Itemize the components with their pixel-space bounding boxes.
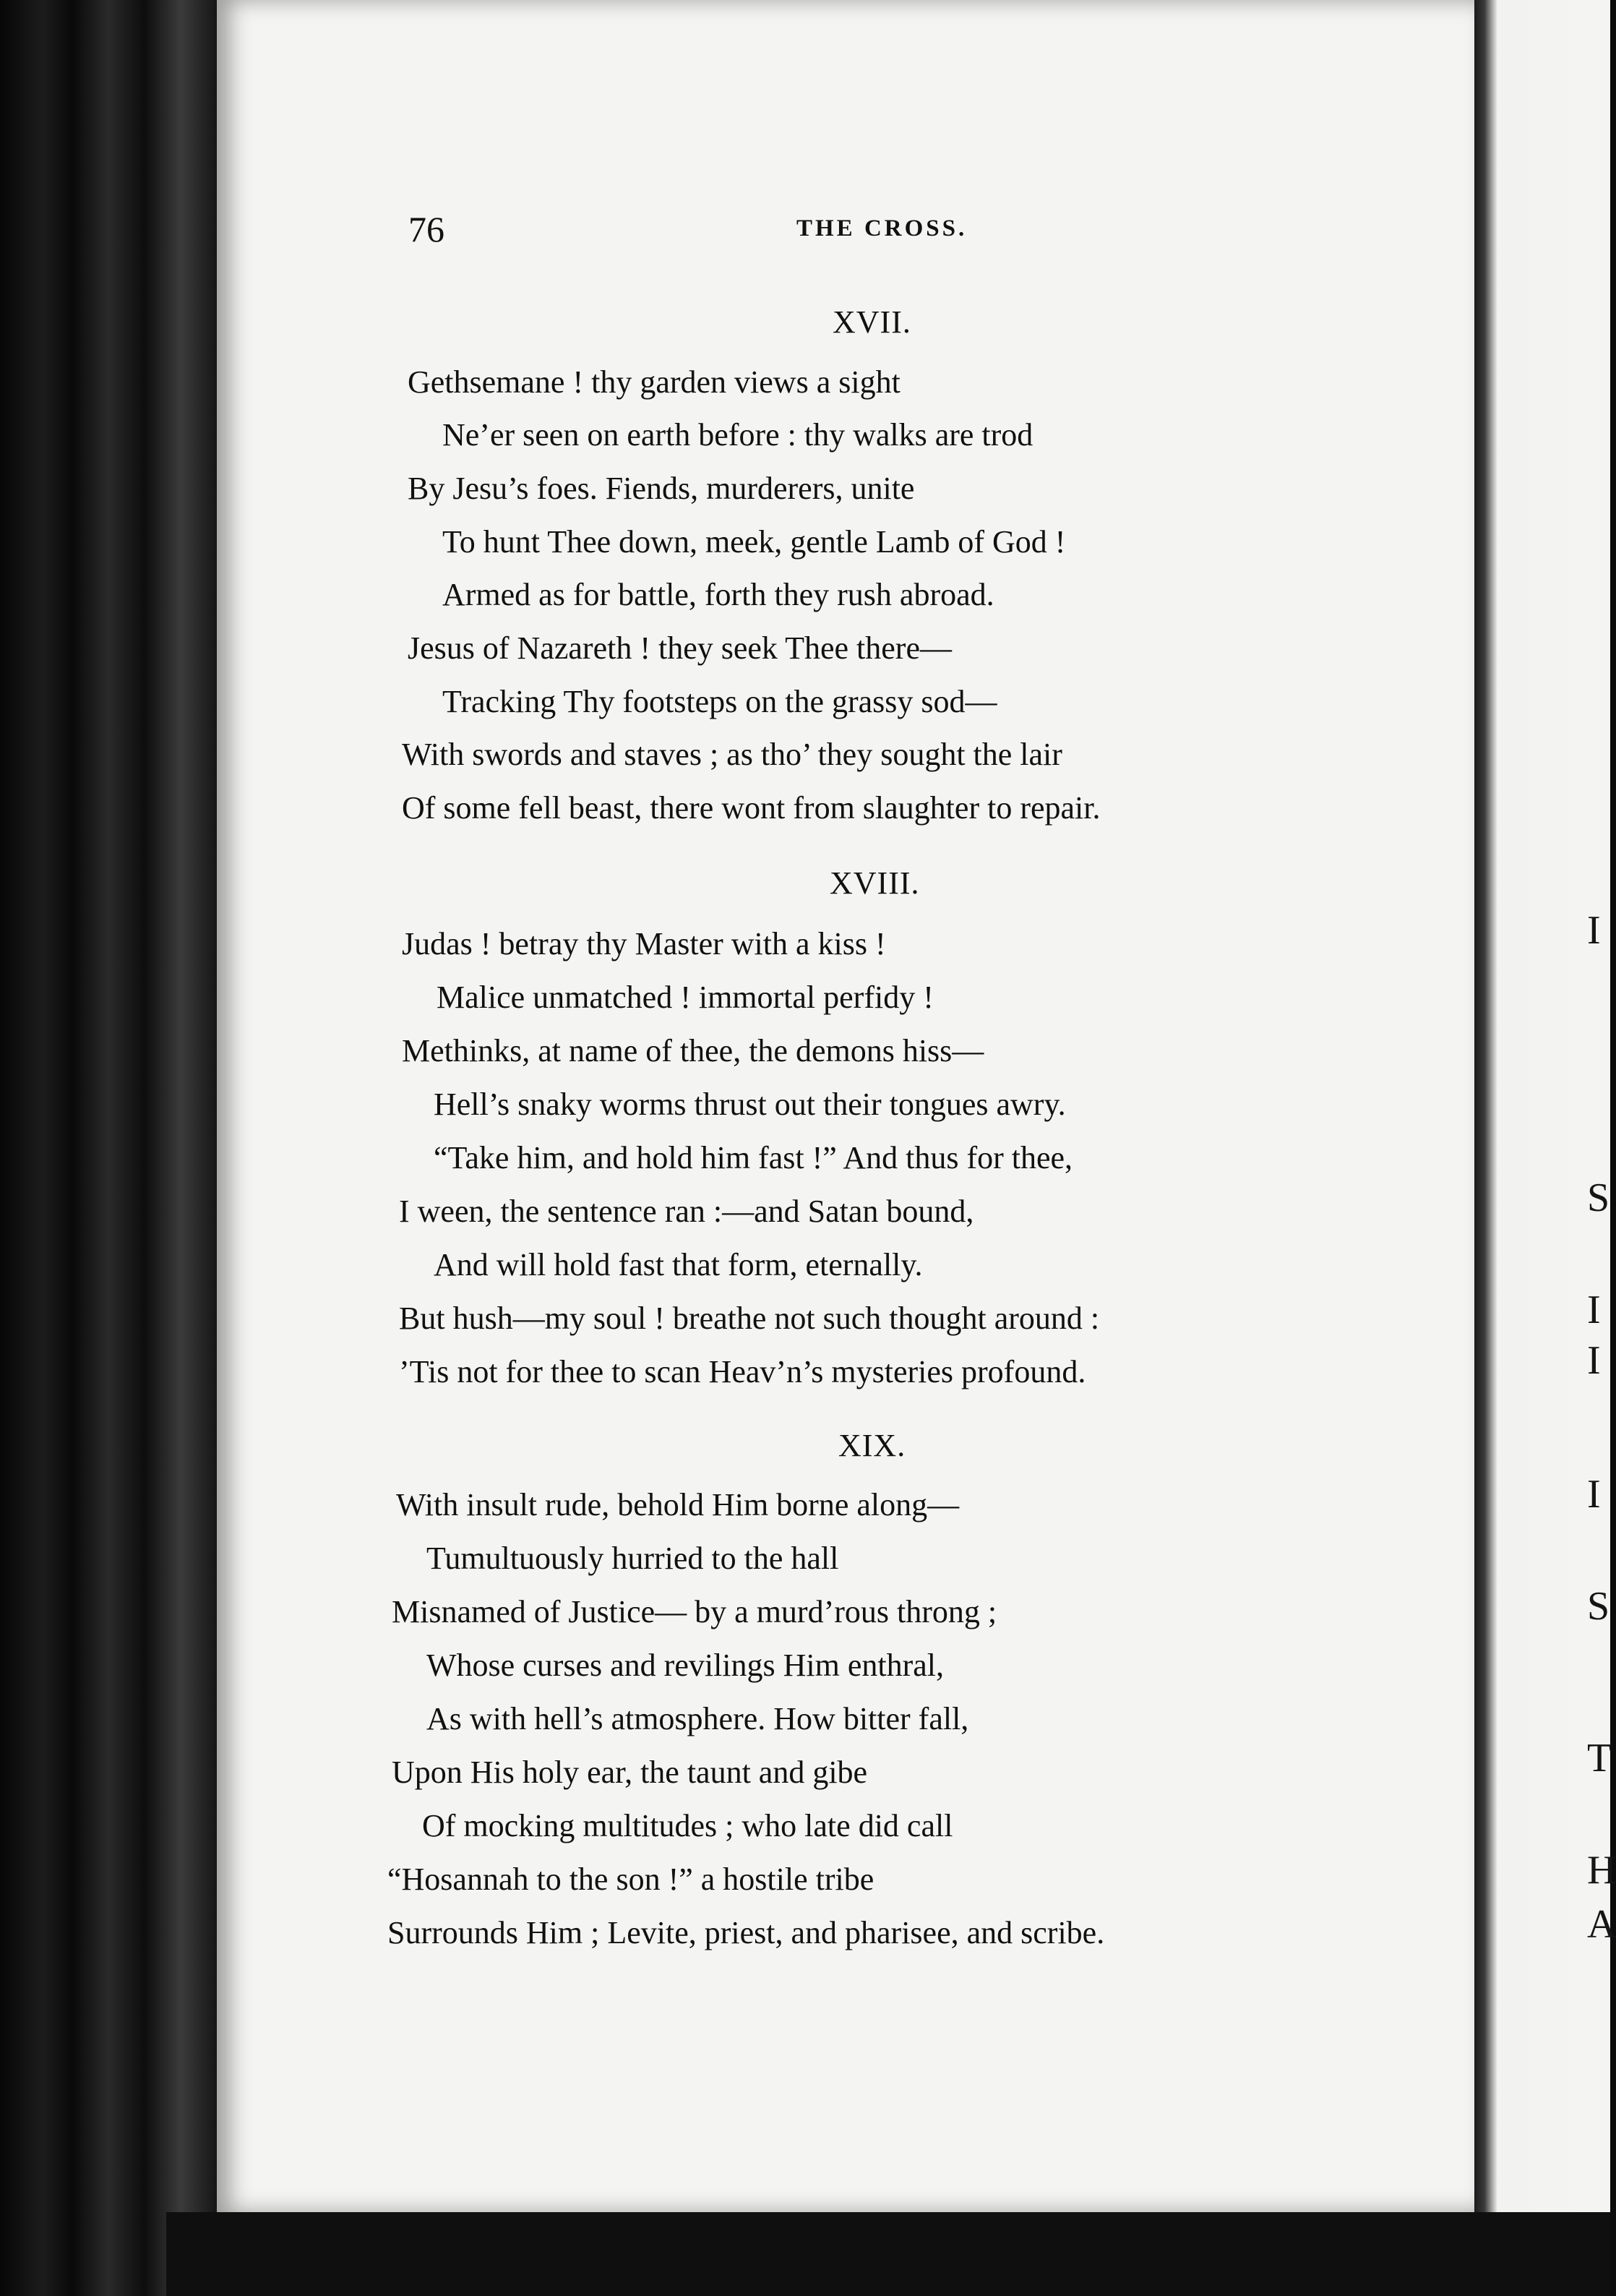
poem-line: Tracking Thy footsteps on the grassy sod— bbox=[442, 684, 997, 719]
facing-page-letter: I bbox=[1587, 1472, 1601, 1517]
page-number: 76 bbox=[408, 209, 444, 249]
poem-line: Gethsemane ! thy garden views a sight bbox=[408, 364, 901, 400]
facing-page-letter: I bbox=[1587, 1338, 1601, 1383]
facing-page-letter: S bbox=[1587, 1584, 1610, 1629]
poem-line: Malice unmatched ! immortal perfidy ! bbox=[437, 980, 934, 1015]
poem-line: Armed as for battle, forth they rush abroad. bbox=[442, 577, 994, 612]
poem-line: Tumultuously hurried to the hall bbox=[426, 1541, 839, 1576]
page-header bbox=[408, 208, 1319, 252]
poem-line: Of mocking multitudes ; who late did call bbox=[422, 1808, 953, 1843]
poem-line: Hell’s snaky worms thrust out their tongues awry. bbox=[434, 1087, 1066, 1122]
stanza-number: XVII. bbox=[833, 304, 911, 340]
poem-line: As with hell’s atmosphere. How bitter fall, bbox=[426, 1701, 969, 1736]
poem-line: To hunt Thee down, meek, gentle Lamb of God ! bbox=[442, 524, 1066, 560]
facing-page-letter: I bbox=[1587, 1288, 1601, 1332]
poem-line: “Take him, and hold him fast !” And thus for thee, bbox=[434, 1140, 1073, 1175]
poem-line: I ween, the sentence ran :—and Satan bound, bbox=[399, 1194, 974, 1229]
facing-page-letter: T bbox=[1587, 1736, 1612, 1781]
poem-line: Judas ! betray thy Master with a kiss ! bbox=[402, 926, 886, 961]
poem-line: With swords and staves ; as tho’ they sought the lair bbox=[402, 737, 1062, 772]
facing-page-letter: I bbox=[1587, 908, 1601, 953]
stanza-number: XIX. bbox=[838, 1428, 906, 1463]
facing-page-letter: A bbox=[1587, 1902, 1616, 1947]
facing-page-letter: S bbox=[1587, 1175, 1610, 1220]
poem-line: But hush—my soul ! breathe not such thought around : bbox=[399, 1301, 1100, 1336]
poem-line: Upon His holy ear, the taunt and gibe bbox=[392, 1755, 868, 1790]
poem-line: With insult rude, behold Him borne along— bbox=[396, 1487, 960, 1522]
page-bottom-shadow bbox=[166, 2212, 1610, 2296]
poem-line: Methinks, at name of thee, the demons hiss— bbox=[402, 1033, 984, 1068]
running-head: THE CROSS. bbox=[796, 215, 968, 241]
book-spine-shadow bbox=[0, 0, 217, 2296]
poem-line: Ne’er seen on earth before : thy walks are trod bbox=[442, 417, 1033, 453]
poem-line: Surrounds Him ; Levite, priest, and pharisee, and scribe. bbox=[387, 1915, 1105, 1950]
poem-line: Jesus of Nazareth ! they seek Thee there— bbox=[408, 630, 952, 666]
poem-line: ’Tis not for thee to scan Heav’n’s mysteries profound. bbox=[399, 1354, 1086, 1389]
poem-line: Whose curses and revilings Him enthral, bbox=[426, 1648, 945, 1683]
poem-line: “Hosannah to the son !” a hostile tribe bbox=[387, 1862, 874, 1897]
poem-line: Misnamed of Justice— by a murd’rous throng ; bbox=[392, 1594, 997, 1629]
poem-line: And will hold fast that form, eternally. bbox=[434, 1247, 923, 1282]
stanza-number: XVIII. bbox=[830, 865, 920, 901]
facing-page-letter: H bbox=[1587, 1848, 1616, 1893]
poem-line: By Jesu’s foes. Fiends, murderers, unite bbox=[408, 471, 915, 506]
poem-line: Of some fell beast, there wont from slaughter to repair. bbox=[402, 790, 1101, 826]
